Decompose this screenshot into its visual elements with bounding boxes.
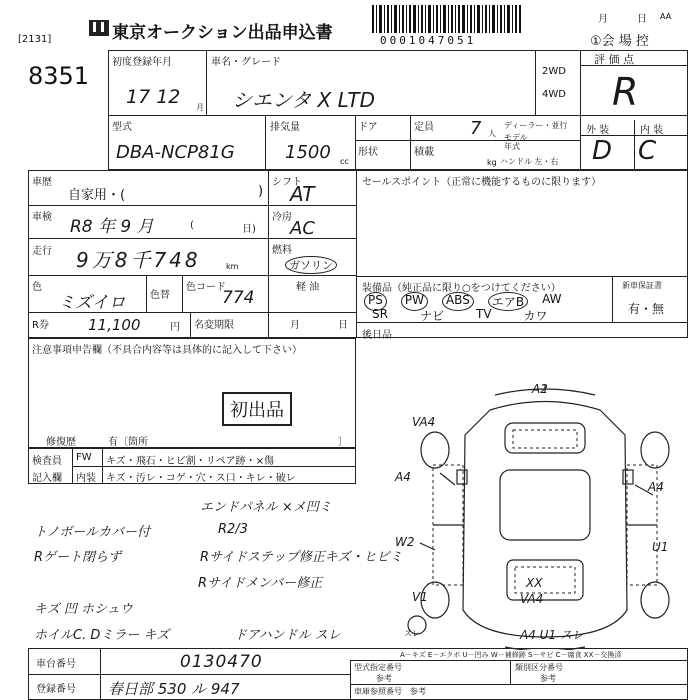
mark-va4-top: VA4 xyxy=(412,415,436,429)
aa-label: AA xyxy=(660,12,672,21)
repair-history-value: 有〔箇所 xyxy=(108,437,148,448)
ref-number-label: 車庫参照番号 xyxy=(354,687,402,696)
mark-spare: スレ xyxy=(404,629,420,638)
name-change-label: 名変期限 xyxy=(194,320,234,331)
barcode xyxy=(372,5,522,33)
sales-point-label: セールスポイント（正常に機能するものに限ります） xyxy=(362,177,602,188)
remark-9: ドアハンドル スレ xyxy=(234,628,341,643)
ac-label: 冷房 xyxy=(272,212,292,223)
remark-4: Rゲート閉らず xyxy=(34,550,122,565)
barcode-number: 0001047051 xyxy=(380,34,477,47)
body-label: 形状 xyxy=(358,147,378,158)
color-code-value: 774 xyxy=(222,288,255,308)
name-change-day: 日 xyxy=(338,320,348,331)
mileage-label: 走行 xyxy=(32,246,52,257)
color-label: 色 xyxy=(32,282,42,293)
recycle-label: R券 xyxy=(32,320,49,331)
type-number-ref: 参考 xyxy=(376,674,392,683)
mark-a4-left: A4 xyxy=(395,470,411,484)
remark-7: キズ 凹 ホシュウ xyxy=(34,602,133,617)
model-value: DBA-NCP81G xyxy=(116,142,235,163)
fuel-value xyxy=(285,256,337,274)
color-value: ミズイロ xyxy=(58,293,126,313)
capacity-unit: 人 xyxy=(488,129,496,138)
exterior-label: 外 装 xyxy=(586,125,610,136)
inspector-fw-items: キズ・飛石・ヒビ割・リペア跡・×傷 xyxy=(106,456,274,467)
interior-value: C xyxy=(638,136,657,166)
car-damage-diagram xyxy=(395,375,695,650)
equip-leather: カワ xyxy=(523,309,548,323)
inspector-int-label: 内装 xyxy=(76,473,96,484)
equip-navi: ナビ xyxy=(419,309,444,323)
model-label: 型式 xyxy=(112,122,132,133)
shaken-open: ( xyxy=(190,220,194,231)
diagram-legend: A－キズ E－エクボ U－凹み W－補修跡 S－サビ C－腐食 XX－交換済 xyxy=(400,651,622,659)
remark-3: R2/3 xyxy=(218,522,248,537)
first-listing-stamp: 初出品 xyxy=(222,392,292,426)
ac-value: AC xyxy=(290,218,315,239)
fuel-alt: 軽 油 xyxy=(296,282,320,293)
mark-v1: V1 xyxy=(412,590,428,604)
mileage-unit: km xyxy=(226,262,239,271)
fuel-label: 燃料 xyxy=(272,245,292,256)
door-label: ドア xyxy=(358,122,378,133)
first-reg-suffix: 月 xyxy=(196,103,204,112)
importer-label: ディーラー・並行 xyxy=(504,121,568,130)
mark-xx: XX xyxy=(526,576,543,590)
class-number-ref: 参考 xyxy=(540,674,556,683)
form-title: 東京オークション出品申込書 xyxy=(112,23,333,43)
logo-icon xyxy=(88,19,110,37)
equipment-row-2 xyxy=(372,307,548,324)
reg-value: 春日部 530 ル 947 xyxy=(108,680,240,698)
equip-abs: ABS xyxy=(442,292,474,311)
inspector-fw-label: FW xyxy=(76,452,92,463)
interior-label: 内 装 xyxy=(640,125,664,136)
capacity-value: 7 xyxy=(470,118,482,139)
equip-airbag: エアB xyxy=(488,292,528,311)
warranty-value: 有・無 xyxy=(628,302,665,316)
mark-rear: A4 U1 スレ xyxy=(520,628,584,642)
mileage-value: 9万8千748 xyxy=(76,248,201,272)
displacement-label: 排気量 xyxy=(270,122,300,133)
capacity-label: 定員 xyxy=(414,122,434,133)
mark-va4-bottom: VA4 xyxy=(520,592,544,606)
remark-6: Rサイドメンバー修正 xyxy=(198,576,323,591)
shift-value: AT xyxy=(290,182,315,206)
color-change-label: 色替 xyxy=(150,290,170,301)
class-number-label: 類別区分番号 xyxy=(515,663,563,672)
model-year-label: モデル年式 xyxy=(504,133,528,151)
shaken-value: R8 年 9 月 xyxy=(70,217,154,237)
date-month-label: 月 xyxy=(598,14,608,25)
remark-2: トノボールカバー付 xyxy=(34,525,150,540)
car-name-label: 車名・グレード xyxy=(211,57,281,68)
car-name-value: シエンタ X LTD xyxy=(232,88,376,112)
displacement-unit: cc xyxy=(340,157,349,166)
equip-pw: PW xyxy=(401,292,428,311)
usage-close: ) xyxy=(258,184,264,199)
displacement-value: 1500 xyxy=(285,142,331,163)
exterior-value: D xyxy=(592,136,613,166)
name-change-month: 月 xyxy=(290,320,300,331)
usage-label: 車歴 xyxy=(32,177,52,188)
handle-label: ハンドル 左・右 xyxy=(500,157,559,166)
shaken-label: 車検 xyxy=(32,212,52,223)
shift-label: シフト xyxy=(272,177,302,188)
venue-copy-label: ①会 場 控 xyxy=(590,34,649,49)
chassis-value: 0130470 xyxy=(180,652,263,672)
first-reg-value: 17 12 xyxy=(126,86,181,108)
equip-sr: SR xyxy=(372,307,388,321)
mark-u1: U1 xyxy=(652,540,669,554)
color-code-label: 色コード xyxy=(186,282,226,293)
mark-w2: W2 xyxy=(395,535,415,549)
header-ref: [2131] xyxy=(18,34,52,45)
shaken-day: 日) xyxy=(242,224,256,235)
load-label: 積載 xyxy=(414,147,434,158)
warranty-label: 新車保証書 xyxy=(622,281,662,290)
equip-ps: PS xyxy=(364,292,387,311)
lot-number: 8351 xyxy=(28,62,90,90)
usage-value: 自家用・( xyxy=(68,188,126,203)
chassis-label: 車台番号 xyxy=(36,659,76,670)
drive-4wd: 4WD xyxy=(542,89,566,100)
repair-history-close: 〕 xyxy=(338,437,348,448)
drive-2wd: 2WD xyxy=(542,66,566,77)
type-number-label: 型式指定番号 xyxy=(354,663,402,672)
first-reg-label: 初度登録年月 xyxy=(112,57,172,68)
remark-8: ホイルC. Dミラー キズ xyxy=(34,628,170,643)
reg-label: 登録番号 xyxy=(36,684,76,695)
inspector-int-items: キズ・汚レ・コゲ・穴・ス口・キレ・破レ xyxy=(106,473,296,484)
equip-aw: AW xyxy=(542,292,562,306)
ref-number-sub: 参考 xyxy=(410,687,426,696)
fuel-gasoline-circled: ガソリン xyxy=(285,256,337,274)
repair-history-label: 修復歴 xyxy=(46,437,76,448)
remark-5: Rサイドステップ修正キズ・ヒビミ xyxy=(200,550,403,565)
rear-seat-label: 後日品 xyxy=(362,330,392,341)
rating-value: R xyxy=(612,70,639,114)
recycle-unit: 円 xyxy=(170,322,180,333)
mark-a2: A2 xyxy=(532,382,548,396)
inspector-label-2: 記入欄 xyxy=(32,473,62,484)
remark-1: エンドパネル ×メ凹ミ xyxy=(200,500,332,515)
date-day-label: 日 xyxy=(637,14,647,25)
equip-tv: TV xyxy=(475,307,492,321)
notes-label: 注意事項申告欄（不具合内容等は具体的に記入して下さい） xyxy=(32,345,302,356)
inspector-label-1: 検査員 xyxy=(32,456,62,467)
equipment-label: 装備品（純正品に限り○をつけてください） xyxy=(362,283,561,294)
load-unit: kg xyxy=(487,158,497,167)
rating-label: 評 価 点 xyxy=(594,53,634,66)
recycle-value: 11,100 xyxy=(88,316,141,334)
mark-a4-right: A4 xyxy=(648,480,664,494)
